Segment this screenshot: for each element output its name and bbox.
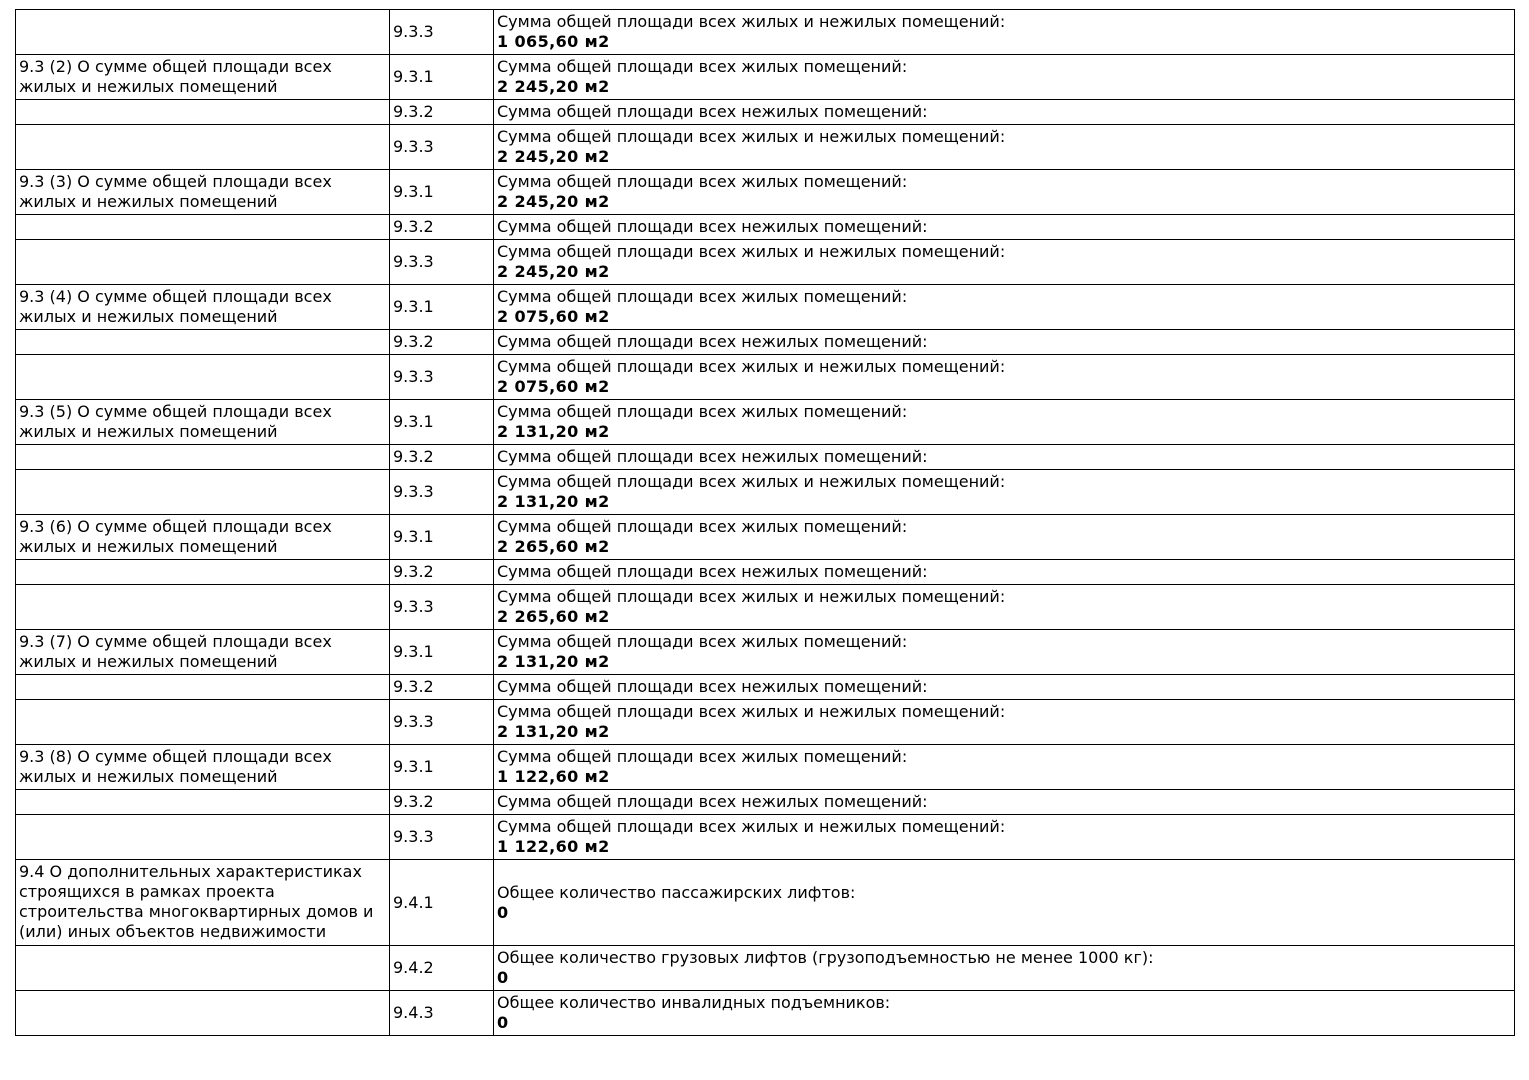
item-code-cell: 9.3.1	[390, 400, 494, 445]
item-code-cell: 9.3.3	[390, 585, 494, 630]
item-label: Сумма общей площади всех жилых помещений:	[497, 632, 908, 651]
table-row	[16, 815, 1515, 860]
item-content-cell	[494, 560, 1515, 585]
item-code-cell: 9.3.2	[390, 560, 494, 585]
item-code-cell: 9.3.1	[390, 55, 494, 100]
item-code-cell: 9.3.3	[390, 700, 494, 745]
item-code-cell: 9.3.3	[390, 125, 494, 170]
item-code-cell: 9.3.1	[390, 285, 494, 330]
table-row	[16, 560, 1515, 585]
section-title-cell	[16, 790, 390, 815]
table-row	[16, 700, 1515, 745]
item-value: 1 122,60 м2	[497, 767, 610, 786]
item-value: 2 245,20 м2	[497, 77, 610, 96]
item-content-cell	[494, 355, 1515, 400]
item-label: Сумма общей площади всех жилых помещений:	[497, 747, 908, 766]
item-value: 2 245,20 м2	[497, 262, 610, 281]
item-label: Общее количество пассажирских лифтов:	[497, 882, 856, 902]
item-code-cell: 9.3.3	[390, 470, 494, 515]
section-title-cell: 9.3 (7) О сумме общей площади всех жилых и нежилых помещений	[16, 630, 390, 675]
table-row	[16, 585, 1515, 630]
table-row	[16, 400, 1515, 445]
item-content-cell	[494, 445, 1515, 470]
item-label: Сумма общей площади всех жилых и нежилых помещений:	[497, 817, 1006, 836]
item-label: Сумма общей площади всех жилых помещений:	[497, 287, 908, 306]
item-value: 2 265,60 м2	[497, 537, 610, 556]
item-value: 2 245,20 м2	[497, 192, 610, 211]
item-code-cell: 9.3.2	[390, 100, 494, 125]
section-title-cell	[16, 240, 390, 285]
item-label: Сумма общей площади всех жилых помещений:	[497, 402, 908, 421]
item-content-cell	[494, 470, 1515, 515]
item-value: 0	[497, 1013, 509, 1032]
section-title-cell	[16, 445, 390, 470]
section-title-cell	[16, 585, 390, 630]
item-code-cell: 9.3.1	[390, 170, 494, 215]
section-title-cell	[16, 330, 390, 355]
item-code-cell: 9.3.3	[390, 240, 494, 285]
item-content-cell	[494, 330, 1515, 355]
section-title-cell	[16, 815, 390, 860]
item-label: Сумма общей площади всех нежилых помещений:	[497, 562, 928, 581]
item-label: Общее количество инвалидных подъемников:	[497, 993, 891, 1012]
item-value: 2 131,20 м2	[497, 492, 610, 511]
item-value: 1 122,60 м2	[497, 837, 610, 856]
item-label: Сумма общей площади всех нежилых помещений:	[497, 447, 928, 466]
item-value: 1 065,60 м2	[497, 32, 610, 51]
item-label: Сумма общей площади всех нежилых помещений:	[497, 102, 928, 121]
section-title-cell	[16, 700, 390, 745]
item-label: Сумма общей площади всех жилых помещений:	[497, 57, 908, 76]
table-row	[16, 355, 1515, 400]
section-title-cell	[16, 946, 390, 991]
item-code-cell: 9.3.1	[390, 745, 494, 790]
item-label: Сумма общей площади всех жилых и нежилых помещений:	[497, 242, 1006, 261]
item-content-cell	[494, 815, 1515, 860]
item-label: Сумма общей площади всех жилых и нежилых помещений:	[497, 127, 1006, 146]
item-content-cell	[494, 100, 1515, 125]
table-row	[16, 745, 1515, 790]
section-title-cell	[16, 100, 390, 125]
section-title-cell	[16, 675, 390, 700]
table-row	[16, 675, 1515, 700]
item-content-cell	[494, 515, 1515, 560]
item-label: Сумма общей площади всех жилых и нежилых помещений:	[497, 587, 1006, 606]
item-label: Сумма общей площади всех жилых и нежилых помещений:	[497, 702, 1006, 721]
item-content-cell	[494, 240, 1515, 285]
item-label: Сумма общей площади всех нежилых помещений:	[497, 332, 928, 351]
table-row	[16, 10, 1515, 55]
table-row	[16, 240, 1515, 285]
item-value: 2 265,60 м2	[497, 607, 610, 626]
table-row	[16, 946, 1515, 991]
section-title-cell: 9.3 (5) О сумме общей площади всех жилых и нежилых помещений	[16, 400, 390, 445]
table-row	[16, 285, 1515, 330]
item-content-cell	[494, 675, 1515, 700]
item-code-cell: 9.3.2	[390, 330, 494, 355]
item-label: Сумма общей площади всех жилых и нежилых помещений:	[497, 12, 1006, 31]
item-content-cell	[494, 946, 1515, 991]
item-content-cell	[494, 215, 1515, 240]
item-value: 2 131,20 м2	[497, 652, 610, 671]
item-content-cell	[494, 860, 1515, 946]
item-value: 0	[497, 968, 509, 987]
item-label: Сумма общей площади всех жилых и нежилых помещений:	[497, 472, 1006, 491]
item-code-cell: 9.4.2	[390, 946, 494, 991]
item-value: 0	[497, 902, 509, 922]
item-content-cell	[494, 991, 1515, 1036]
table-row	[16, 630, 1515, 675]
item-value: 2 131,20 м2	[497, 422, 610, 441]
item-label: Сумма общей площади всех нежилых помещений:	[497, 677, 928, 696]
item-content-cell	[494, 170, 1515, 215]
item-value: 2 075,60 м2	[497, 377, 610, 396]
item-code-cell: 9.3.3	[390, 10, 494, 55]
table-row	[16, 215, 1515, 240]
table-row	[16, 100, 1515, 125]
section-title-cell: 9.3 (3) О сумме общей площади всех жилых и нежилых помещений	[16, 170, 390, 215]
item-content-cell	[494, 400, 1515, 445]
section-title-cell	[16, 125, 390, 170]
section-title-cell: 9.3 (6) О сумме общей площади всех жилых и нежилых помещений	[16, 515, 390, 560]
item-code-cell: 9.3.1	[390, 515, 494, 560]
item-label: Общее количество грузовых лифтов (грузоподъемностью не менее 1000 кг):	[497, 948, 1154, 967]
item-content-cell	[494, 790, 1515, 815]
item-label: Сумма общей площади всех нежилых помещений:	[497, 217, 928, 236]
item-value: 2 075,60 м2	[497, 307, 610, 326]
table-row	[16, 170, 1515, 215]
document-table	[15, 9, 1515, 1036]
item-content-cell	[494, 55, 1515, 100]
item-content-cell	[494, 700, 1515, 745]
table-row	[16, 445, 1515, 470]
item-content-cell	[494, 745, 1515, 790]
item-label: Сумма общей площади всех жилых помещений:	[497, 517, 908, 536]
table-row	[16, 55, 1515, 100]
item-value: 2 131,20 м2	[497, 722, 610, 741]
item-code-cell: 9.3.1	[390, 630, 494, 675]
section-title-cell	[16, 560, 390, 585]
item-content-cell	[494, 585, 1515, 630]
table-row	[16, 991, 1515, 1036]
item-label: Сумма общей площади всех жилых помещений:	[497, 172, 908, 191]
item-content-cell	[494, 10, 1515, 55]
item-label: Сумма общей площади всех жилых и нежилых помещений:	[497, 357, 1006, 376]
section-title-cell	[16, 10, 390, 55]
item-code-cell: 9.3.3	[390, 355, 494, 400]
table-row	[16, 330, 1515, 355]
table-row	[16, 470, 1515, 515]
item-code-cell: 9.3.3	[390, 815, 494, 860]
table-row	[16, 125, 1515, 170]
item-content-cell	[494, 125, 1515, 170]
item-label: Сумма общей площади всех нежилых помещений:	[497, 792, 928, 811]
item-value: 2 245,20 м2	[497, 147, 610, 166]
section-title-cell: 9.4 О дополнительных характеристиках строящихся в рамках проекта строительства многоквартирных домов и (или) иных объектов недвижимости	[16, 860, 390, 946]
table-row	[16, 790, 1515, 815]
section-title-cell: 9.3 (2) О сумме общей площади всех жилых и нежилых помещений	[16, 55, 390, 100]
item-code-cell: 9.3.2	[390, 790, 494, 815]
table-row	[16, 860, 1515, 946]
item-code-cell: 9.4.3	[390, 991, 494, 1036]
section-title-cell: 9.3 (8) О сумме общей площади всех жилых и нежилых помещений	[16, 745, 390, 790]
item-code-cell: 9.3.2	[390, 675, 494, 700]
item-code-cell: 9.3.2	[390, 445, 494, 470]
item-content-cell	[494, 285, 1515, 330]
section-title-cell	[16, 991, 390, 1036]
section-title-cell	[16, 470, 390, 515]
document-table-body	[16, 10, 1515, 1036]
item-code-cell: 9.3.2	[390, 215, 494, 240]
section-title-cell	[16, 215, 390, 240]
item-content-cell	[494, 630, 1515, 675]
section-title-cell: 9.3 (4) О сумме общей площади всех жилых и нежилых помещений	[16, 285, 390, 330]
table-row	[16, 515, 1515, 560]
item-code-cell: 9.4.1	[390, 860, 494, 946]
section-title-cell	[16, 355, 390, 400]
